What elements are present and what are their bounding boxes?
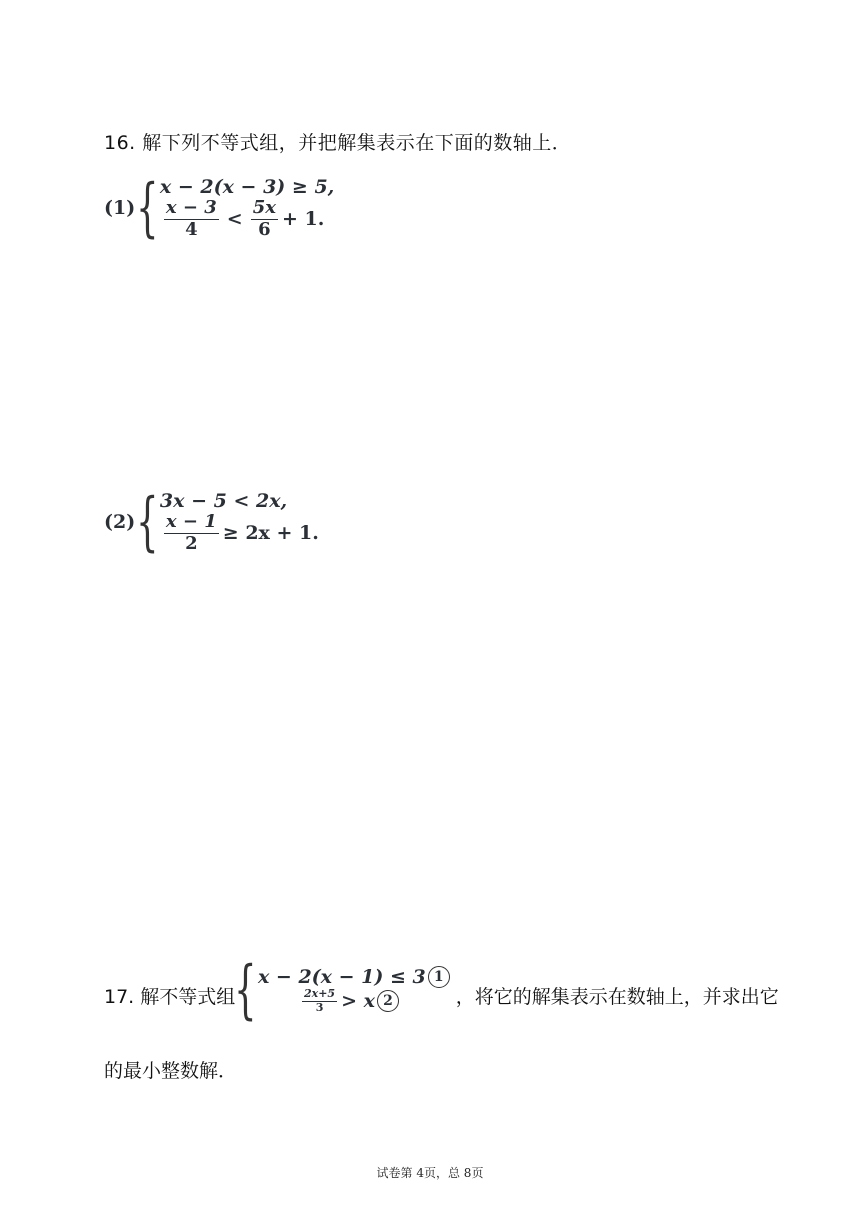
fraction [164,198,219,240]
inequality-text: x − 2(x − 3) ≥ 5, [159,176,335,198]
fraction-numerator: 2x+5 [303,986,336,1000]
fraction [164,512,219,554]
part-label-2: (2) [104,511,136,534]
system-lines [160,490,319,554]
fraction-numerator: x − 3 [165,197,217,218]
fraction-denominator: 6 [258,218,271,240]
left-brace: { [136,171,159,246]
inequality-line [160,198,334,240]
inequality-line [258,966,450,988]
inequality-text: x − 2(x − 1) ≤ 3 [257,965,426,988]
fraction-numerator: x − 1 [165,511,217,532]
left-brace: { [234,953,257,1027]
fraction-denominator: 4 [185,218,198,240]
question-17 [104,953,784,1083]
inequality-line [160,176,334,198]
question-17-row [104,953,784,1027]
left-brace: { [136,485,159,560]
circled-number: 1 [428,966,450,988]
inequality-system-2 [104,485,319,560]
fraction-denominator: 2 [185,532,198,554]
system-lines [258,966,450,1014]
inequality-tail: + 1. [281,208,325,231]
part-label-1: (1) [104,197,136,220]
fraction [251,198,278,240]
inequality-line [258,988,450,1014]
inequality-line [160,490,319,512]
question-16-title: 16. 解下列不等式组，并把解集表示在下面的数轴上． [104,132,572,154]
inequality-tail: > x [341,990,375,1012]
question-17-suffix: ，将它的解集表示在数轴上，并求出它 [455,985,779,1008]
question-17-prefix: 17. 解不等式组 [104,985,236,1008]
fraction-numerator: 5x [252,197,276,218]
fraction [302,988,337,1014]
operator: < [226,208,243,231]
question-17-tail: 的最小整数解． [104,1060,238,1082]
inequality-text: 3x − 5 < 2x, [159,490,288,512]
inequality-system-3 [234,953,449,1027]
inequality-system-1 [104,171,335,246]
page-footer: 试卷第 4页，总 8页 [376,1166,484,1180]
fraction-denominator: 3 [315,1000,324,1014]
circled-number: 2 [377,990,399,1012]
system-lines [160,176,334,240]
inequality-tail: ≥ 2x + 1. [222,522,319,545]
inequality-line [160,512,319,554]
